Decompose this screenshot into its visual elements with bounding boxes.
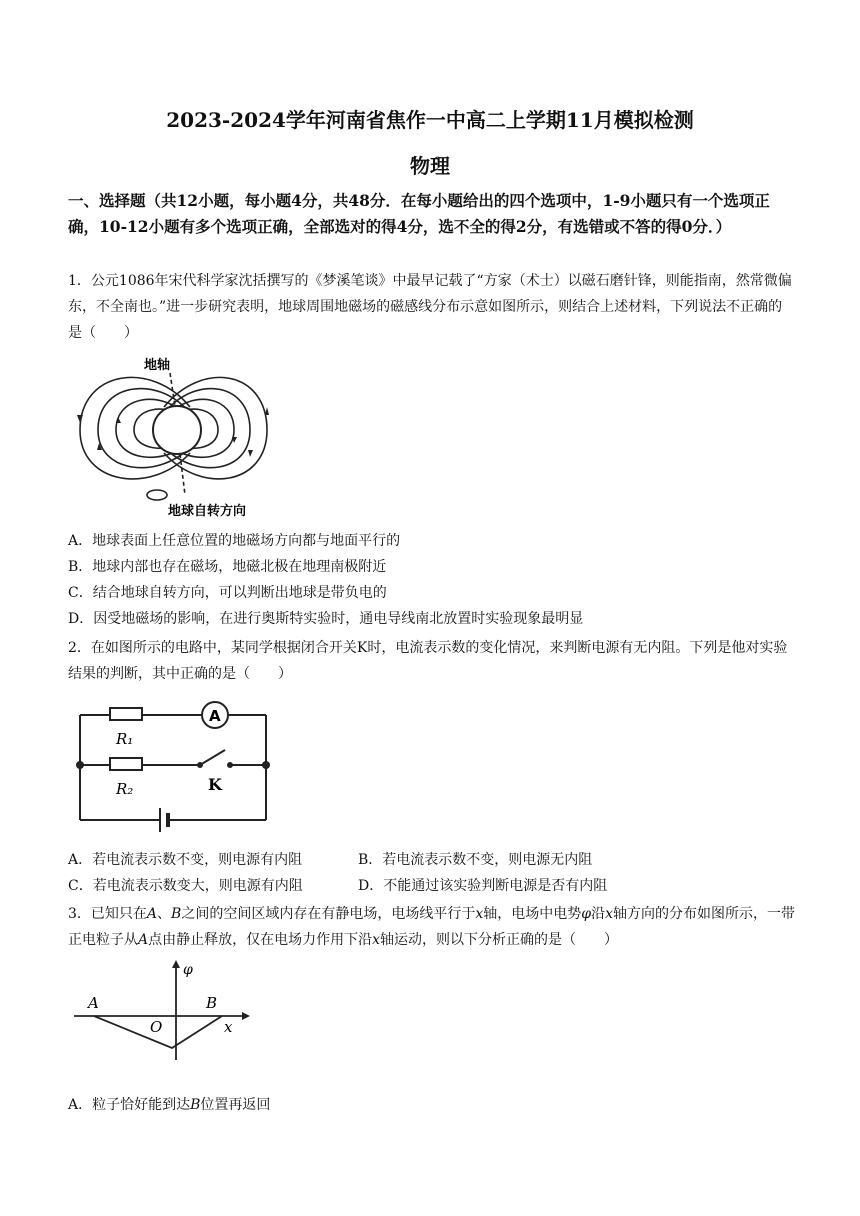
question-1-stem: 1．公元1086年宋代科学家沈括撰写的《梦溪笔谈》中最早记载了“方家（术士）以磁石磨针锋，则能指南，然常微偏东，不全南也。”进一步研究表明，地球周围地磁场的磁感线分布示意如图所示，则结合上述材料，下列说法不正确的是（ ）	[68, 273, 792, 341]
q1-option-b[interactable]: B．地球内部也存在磁场，地磁北极在地理南极附近	[68, 559, 387, 575]
x-axis-label: x	[224, 1018, 233, 1036]
q2-option-a[interactable]: A．若电流表示数不变，则电源有内阻	[68, 852, 303, 868]
q2-option-d[interactable]: D．不能通过该实验判断电源是否有内阻	[358, 878, 608, 894]
q2-option-b[interactable]: B．若电流表示数不变，则电源无内阻	[358, 852, 593, 868]
origin-label: O	[150, 1018, 163, 1036]
q1-option-d[interactable]: D．因受地磁场的影响，在进行奥斯特实验时，通电导线南北放置时实验现象最明显	[68, 611, 584, 627]
q1-option-c[interactable]: C．结合地球自转方向，可以判断出地球是带负电的	[68, 585, 387, 601]
q2-option-c[interactable]: C．若电流表示数变大，则电源有内阻	[68, 878, 303, 894]
exam-title: 2023-2024学年河南省焦作一中高二上学期11月模拟检测	[166, 108, 694, 132]
rotation-label: 地球自转方向	[168, 504, 247, 519]
q1-option-a[interactable]: A．地球表面上任意位置的地磁场方向都与地面平行的	[68, 533, 401, 549]
phi-axis-label: φ	[183, 962, 193, 978]
earth-magnetic-field-figure	[72, 355, 282, 525]
point-b-label: B	[206, 994, 218, 1012]
ammeter-label: A	[209, 707, 221, 725]
circuit-figure	[70, 700, 280, 835]
question-3-stem: 3．已知只在A、B之间的空间区域内存在有静电场，电场线平行于x轴，电场中电势φ沿x轴方向的分布如图所示，一带正电粒子从A点由静止释放，仅在电场力作用下沿x轴运动，则以下分析正确的是（ ）	[68, 906, 795, 948]
point-a-label: A	[88, 994, 99, 1012]
subject-title: 物理	[410, 154, 450, 178]
q3-option-a[interactable]: A．粒子恰好能到达B位置再返回	[68, 1097, 271, 1113]
axis-label: 地轴	[144, 358, 171, 373]
section-heading: 一、选择题（共12小题，每小题4分，共48分．在每小题给出的四个选项中，1-9小题只有一个选项正确，10-12小题有多个选项正确，全部选对的得4分，选不全的得2分，有选错或不答的得0分．）	[68, 191, 770, 236]
r1-label: R₁	[116, 730, 134, 748]
potential-graph-figure	[72, 960, 252, 1065]
switch-label: K	[208, 775, 222, 794]
r2-label: R₂	[116, 780, 134, 798]
question-2-stem: 2．在如图所示的电路中，某同学根据闭合开关K时，电流表示数的变化情况，来判断电源有无内阻。下列是他对实验结果的判断，其中正确的是（ ）	[68, 640, 788, 682]
